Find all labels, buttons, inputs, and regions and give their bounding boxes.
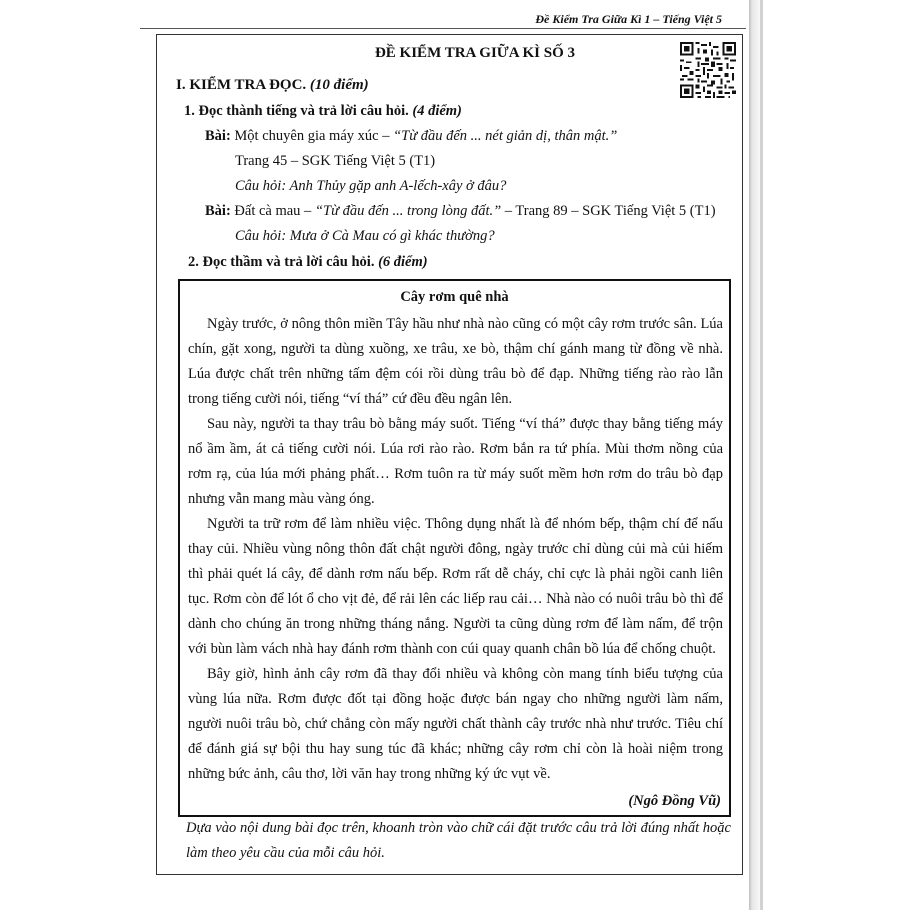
passage-author: (Ngô Đồng Vũ) <box>628 793 721 809</box>
passage-paragraph-1: Ngày trước, ở nông thôn miền Tây hầu như nhà nào cũng có một cây rơm trước sân. Lúa chín, gặt xong, người ta dùng xuồng, xe trâu, xe bò, thậm chí gánh mang từ đồng về nhà. Lúa được chất trên những tấm đệm cói rồi dùng trâu bò để đạp. Những tiếng rào rào lẫn trong tiếng cười nói, tiếng “ví thá” cứ đều đều ngân lên. <box>188 316 723 407</box>
reading2-excerpt: “Từ đầu đến ... trong lòng đất.” <box>314 203 502 219</box>
reading1-line <box>205 128 617 145</box>
reading1-source: Trang 45 – SGK Tiếng Việt 5 (T1) <box>235 153 436 169</box>
passage-box <box>178 279 731 817</box>
part2-heading <box>188 254 428 271</box>
section-heading-points: (10 điểm) <box>309 77 369 93</box>
part2-heading-text: 2. Đọc thầm và trả lời câu hỏi. <box>188 254 375 270</box>
instruction-text: Dựa vào nội dung bài đọc trên, khoanh tròn vào chữ cái đặt trước câu trả lời đúng nhất hoặc làm theo yêu cầu của mỗi câu hỏi. <box>186 820 731 861</box>
part1-heading <box>184 103 462 120</box>
part2-heading-points: (6 điểm) <box>378 254 428 270</box>
passage-text <box>188 312 723 787</box>
reading1-title: Một chuyên gia máy xúc – <box>230 128 394 144</box>
reading2-label: Bài: <box>205 203 231 219</box>
reading1-label: Bài: <box>205 128 231 144</box>
passage-paragraph-3: Người ta trữ rơm để làm nhiều việc. Thông dụng nhất là để nhóm bếp, thậm chí để nấu thay củi. Nhiều vùng nông thôn đất chật người đông, ngày trước chỉ dùng củi mà củi hiếm thì phải quét lá cây, để dành rơm nấu bếp. Rơm rất dễ cháy, chỉ cực là phải ngồi canh liên tục. Rơm còn để lót ổ cho vịt đẻ, để rải lên các liếp rau cải… Nhà nào có nuôi trâu bò thì để dành cho chúng ăn trong những tháng nắng. Người ta cũng dùng rơm để làm nấm, để trộn với bùn làm vách nhà hay đánh rơm thành con cúi quay quanh chân bồ lúa để chống chuột. <box>188 516 723 657</box>
header-rule <box>140 28 746 29</box>
reading2-title: Đất cà mau – <box>230 203 315 219</box>
page-shadow <box>749 0 779 910</box>
part1-heading-points: (4 điểm) <box>412 103 462 119</box>
page-edge <box>760 0 763 910</box>
exam-title: ĐỀ KIỂM TRA GIỮA KÌ SỐ 3 <box>374 45 576 61</box>
qr-code-icon <box>680 42 736 98</box>
section-heading-text: I. KIỂM TRA ĐỌC. <box>176 77 307 93</box>
reading1-question: Câu hỏi: Anh Thủy gặp anh A-lếch-xây ở đâu? <box>235 178 507 194</box>
passage-paragraph-2: Sau này, người ta thay trâu bò bằng máy suốt. Tiếng “ví thá” được thay bằng tiếng máy nổ ầm ầm, át cả tiếng cười nói. Lúa rơi rào rào. Rơm bắn ra tứ phía. Mùi thơm nồng của rơm rạ, của lúa mới phảng phất… Rơm tuôn ra từ máy suốt mềm hơn rơm do trâu bò đạp nhưng vẫn mang màu vàng óng. <box>188 416 723 507</box>
reading2-question: Câu hỏi: Mưa ở Cà Mau có gì khác thường? <box>235 228 495 244</box>
passage-paragraph-4: Bây giờ, hình ảnh cây rơm đã thay đổi nhiều và không còn mang tính biểu tượng của vùng lúa nữa. Rơm được đốt tại đồng hoặc được bán ngay cho những người làm nấm, người nuôi trâu bò, chứ chẳng còn mấy người chất thành cây trước nhà như trước. Tiêu chí để đánh giá sự bội thu hay sung túc đã khác; những cây rơm chỉ còn là hoài niệm trong những bức ảnh, câu thơ, lời văn hay trong những ký ức vụt về. <box>188 666 723 782</box>
passage-title: Cây rơm quê nhà <box>400 289 509 305</box>
part1-heading-text: 1. Đọc thành tiếng và trả lời câu hỏi. <box>184 103 409 119</box>
running-header: Đề Kiểm Tra Giữa Kì 1 – Tiếng Việt 5 <box>535 12 722 26</box>
reading2-line <box>205 203 716 220</box>
section-heading <box>176 77 369 94</box>
reading1-excerpt: “Từ đầu đến ... nét giản dị, thân mật.” <box>393 128 618 144</box>
reading2-source: – Trang 89 – SGK Tiếng Việt 5 (T1) <box>501 203 716 219</box>
